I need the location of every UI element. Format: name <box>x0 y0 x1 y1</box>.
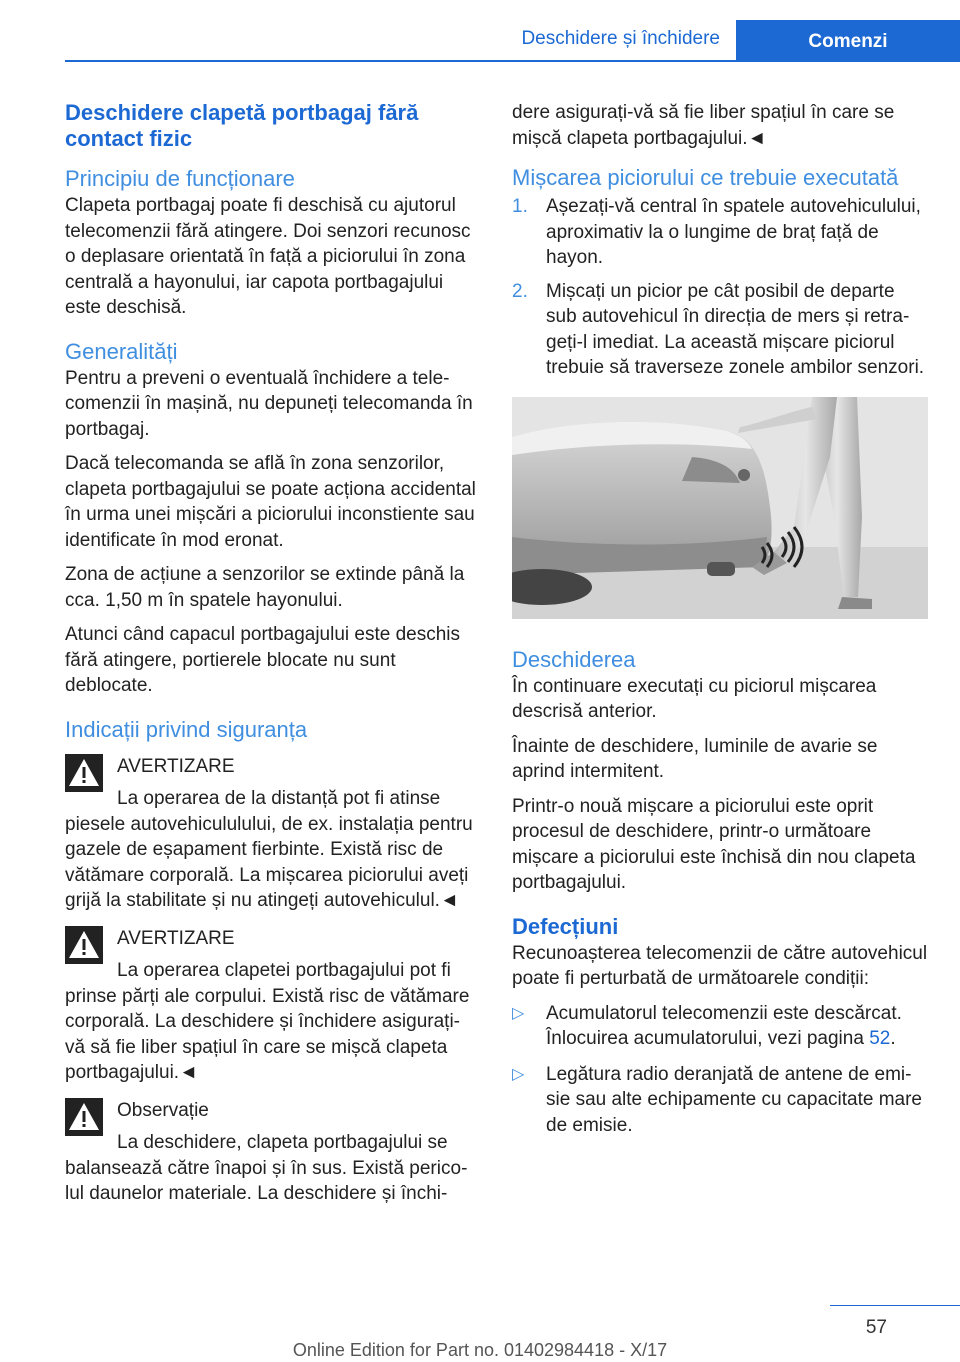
fault-text: Legătura radio deranjată de antene de emisie sau alte echipamente cu capacitate mare de emisie. <box>546 1063 922 1136</box>
principle-text: Clapeta portbagaj poate fi deschisă cu ajutorul telecomenzii fără atingere. Doi senzori recunosc o deplasare orientată în față a piciorului în zona centrală a hayonului, iar capota portbagajului este deschisă. <box>65 195 471 318</box>
general-p3: Zona de acțiune a senzorilor se extinde până la cca. 1,50 m în spatele hayonului. <box>65 564 465 611</box>
faults-list <box>512 1001 928 1139</box>
note-title: Observație <box>117 1099 209 1121</box>
section-title: Deschidere clapetă portbagaj fără contact fizic <box>65 100 419 151</box>
list-item <box>512 279 928 381</box>
warning-block-2 <box>65 926 478 1086</box>
note-text: La deschidere, clapeta portbagajului se balansează către înapoi și în sus. Există pericolul daunelor materiale. La deschidere și închi- <box>65 1132 468 1204</box>
opening-p3: Printr-o nouă mișcare a piciorului este oprit procesul de deschidere, printr-o următoare mișcare a piciorului este închisă din nou clapeta portbagajului. <box>512 795 916 893</box>
step-text: Așezați-vă central în spatele autovehiculului, aproximativ la o lungime de braț față de hayon. <box>546 196 921 268</box>
note-block <box>65 1098 478 1207</box>
step-text: Mișcați un picior pe cât posibil de departe sub autovehicul în direcția de mers și retrageți-l imediat. La această mișcare piciorul trebuie să traverseze zonele ambilor senzori. <box>546 280 925 378</box>
warning-triangle-icon <box>65 1098 103 1136</box>
general-p2: Dacă telecomanda se află în zona senzorilor, clapeta portbagajului se poate acționa accidental în urma unei mișcări a piciorului inconstiente sau identificate în mod eronat. <box>65 453 476 551</box>
principle-heading: Principiu de funcționare <box>65 166 295 191</box>
list-item <box>512 194 928 271</box>
step-number: 2. <box>512 280 528 302</box>
general-heading: Generalități <box>65 338 178 364</box>
warning-text: La operarea clapetei portbagajului pot fi prinse părți ale corpului. Există risc de vătămare corporală. La deschidere și închidere asigurați-vă să fie liber spațiul în care se mișcă clapeta portbagajului.◄ <box>65 960 470 1083</box>
triangle-right-icon: ▷ <box>512 1004 525 1022</box>
footer-edition: Online Edition for Part no. 01402984418 - X/17 <box>292 1340 668 1360</box>
movement-heading: Mișcarea piciorului ce trebuie executată <box>512 165 899 190</box>
opening-heading: Deschiderea <box>512 646 636 672</box>
fault-text-after: . <box>890 1028 896 1049</box>
right-column <box>512 100 928 1148</box>
illustration-car-foot-sensor <box>512 397 928 619</box>
general-p1: Pentru a preveni o eventuală închidere a telecomenzii în mașină, nu depuneți telecomanda în portbagaj. <box>65 367 473 440</box>
steps-list <box>512 194 928 381</box>
warning-title: AVERTIZARE <box>117 755 235 777</box>
opening-p1: În continuare executați cu piciorul mișcarea descrisă anterior. <box>512 675 877 722</box>
faults-intro: Recunoașterea telecomenzii de către autovehicul poate fi perturbată de următoarele condiții: <box>512 942 928 989</box>
header-tab: Comenzi <box>736 20 960 62</box>
header-section: Deschidere și închidere <box>521 28 720 49</box>
step-number: 1. <box>512 196 528 217</box>
triangle-right-icon: ▷ <box>512 1065 525 1083</box>
continued-text: dere asigurați-vă să fie liber spațiul în care se mișcă clapeta portbagajului.◄ <box>512 102 895 149</box>
warning-block-1 <box>65 754 478 914</box>
faults-heading: Defecțiuni <box>512 913 619 939</box>
fault-text: Acumulatorul telecomenzii este descărcat. Înlocuirea acumulatorului, vezi pagina <box>546 1002 902 1049</box>
list-item <box>512 1001 928 1052</box>
warning-triangle-icon <box>65 926 103 964</box>
warning-text: La operarea de la distanță pot fi atinse piesele autovehicululului, de ex. instalația pentru gazele de eșapament fierbinte. Există risc de vătămare corporală. La mișcarea piciorului aveți grijă la stabilitate și nu atingeți autovehiculul.◄ <box>65 788 473 911</box>
page-number: 57 <box>865 1317 887 1338</box>
opening-p2: Înainte de deschidere, luminile de avarie se aprind intermitent. <box>512 735 878 782</box>
warning-triangle-icon <box>65 754 103 792</box>
general-p4: Atunci când capacul portbagajului este deschis fără atingere, portierele blocate nu sunt deblocate. <box>65 624 461 696</box>
left-column <box>65 100 478 1216</box>
warning-title: AVERTIZARE <box>117 927 235 949</box>
footer-rule <box>830 1305 960 1306</box>
list-item <box>512 1062 928 1139</box>
page-link[interactable]: 52 <box>869 1028 891 1049</box>
safety-heading: Indicații privind siguranța <box>65 716 308 742</box>
